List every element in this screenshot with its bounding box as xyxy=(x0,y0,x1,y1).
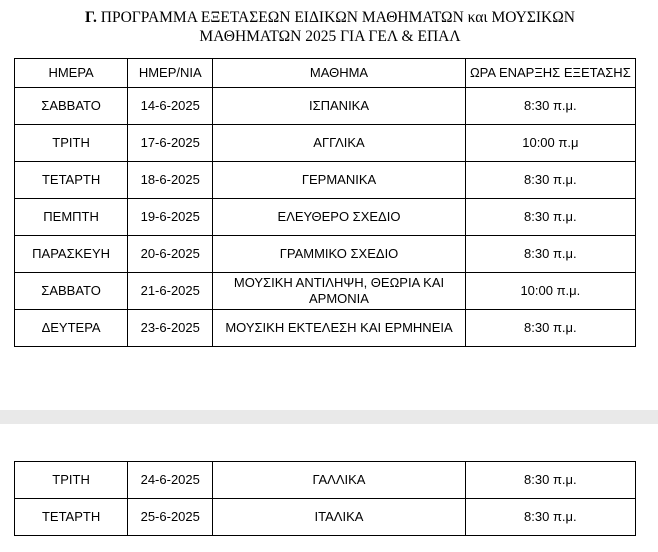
cell-time: 8:30 π.μ. xyxy=(465,162,635,199)
cell-subject-line-2: ΑΡΜΟΝΙΑ xyxy=(309,291,369,306)
cell-subject: ΓΡΑΜΜΙΚΟ ΣΧΕΔΙΟ xyxy=(213,236,465,273)
cell-date: 20-6-2025 xyxy=(128,236,213,273)
cell-date: 23-6-2025 xyxy=(128,310,213,347)
cell-subject: ΙΤΑΛΙΚΑ xyxy=(213,499,465,536)
cell-day: ΣΑΒΒΑΤΟ xyxy=(15,88,128,125)
cell-date: 21-6-2025 xyxy=(128,273,213,310)
cell-date: 24-6-2025 xyxy=(128,462,213,499)
table-row xyxy=(15,199,636,236)
table-row xyxy=(15,162,636,199)
cell-subject: ΓΕΡΜΑΝΙΚΑ xyxy=(213,162,465,199)
cell-time: 10:00 π.μ. xyxy=(465,273,635,310)
cell-time: 10:00 π.μ xyxy=(465,125,635,162)
document-page-2 xyxy=(0,424,658,552)
cell-day: ΠΑΡΑΣΚΕΥΗ xyxy=(15,236,128,273)
cell-time: 8:30 π.μ. xyxy=(465,199,635,236)
cell-day: ΔΕΥΤΕΡΑ xyxy=(15,310,128,347)
cell-date: 17-6-2025 xyxy=(128,125,213,162)
cell-day: ΣΑΒΒΑΤΟ xyxy=(15,273,128,310)
document-title xyxy=(80,8,580,46)
header-day: ΗΜΕΡΑ xyxy=(15,59,128,88)
title-line-2: ΜΑΘΗΜΑΤΩΝ 2025 ΓΙΑ ΓΕΛ & ΕΠΑΛ xyxy=(199,28,461,45)
title-line-1: ΠΡΟΓΡΑΜΜΑ ΕΞΕΤΑΣΕΩΝ ΕΙΔΙΚΩΝ ΜΑΘΗΜΑΤΩΝ και ΜΟΥΣΙΚΩΝ xyxy=(100,9,575,26)
cell-date: 19-6-2025 xyxy=(128,199,213,236)
table-header-row xyxy=(15,59,636,88)
cell-subject: ΙΣΠΑΝΙΚΑ xyxy=(213,88,465,125)
table-row xyxy=(15,462,636,499)
exam-schedule-table xyxy=(14,58,636,347)
exam-schedule-table-continued xyxy=(14,461,636,536)
cell-time: 8:30 π.μ. xyxy=(465,310,635,347)
cell-time: 8:30 π.μ. xyxy=(465,462,635,499)
table-row xyxy=(15,125,636,162)
cell-day: ΤΕΤΑΡΤΗ xyxy=(15,162,128,199)
page-break-gap xyxy=(0,410,658,424)
cell-subject: ΑΓΓΛΙΚΑ xyxy=(213,125,465,162)
cell-subject-line-1: ΜΟΥΣΙΚΗ ΑΝΤΙΛΗΨΗ, ΘΕΩΡΙΑ ΚΑΙ xyxy=(233,275,445,290)
cell-day: ΤΕΤΑΡΤΗ xyxy=(15,499,128,536)
section-letter: Γ. xyxy=(85,9,97,26)
cell-subject: ΓΑΛΛΙΚΑ xyxy=(213,462,465,499)
header-subject: ΜΑΘΗΜΑ xyxy=(213,59,465,88)
cell-date: 18-6-2025 xyxy=(128,162,213,199)
table-row xyxy=(15,273,636,310)
table-row xyxy=(15,236,636,273)
cell-subject xyxy=(213,273,465,310)
cell-subject: ΜΟΥΣΙΚΗ ΕΚΤΕΛΕΣΗ ΚΑΙ ΕΡΜΗΝΕΙΑ xyxy=(213,310,465,347)
cell-time: 8:30 π.μ. xyxy=(465,499,635,536)
table-row xyxy=(15,310,636,347)
table-row xyxy=(15,88,636,125)
header-time: ΩΡΑ ΕΝΑΡΞΗΣ ΕΞΕΤΑΣΗΣ xyxy=(465,59,635,88)
cell-day: ΠΕΜΠΤΗ xyxy=(15,199,128,236)
header-date: ΗΜΕΡ/ΝΙΑ xyxy=(128,59,213,88)
cell-day: ΤΡΙΤΗ xyxy=(15,462,128,499)
cell-subject: ΕΛΕΥΘΕΡΟ ΣΧΕΔΙΟ xyxy=(213,199,465,236)
cell-time: 8:30 π.μ. xyxy=(465,236,635,273)
table-row xyxy=(15,499,636,536)
cell-date: 25-6-2025 xyxy=(128,499,213,536)
cell-time: 8:30 π.μ. xyxy=(465,88,635,125)
cell-day: ΤΡΙΤΗ xyxy=(15,125,128,162)
cell-date: 14-6-2025 xyxy=(128,88,213,125)
